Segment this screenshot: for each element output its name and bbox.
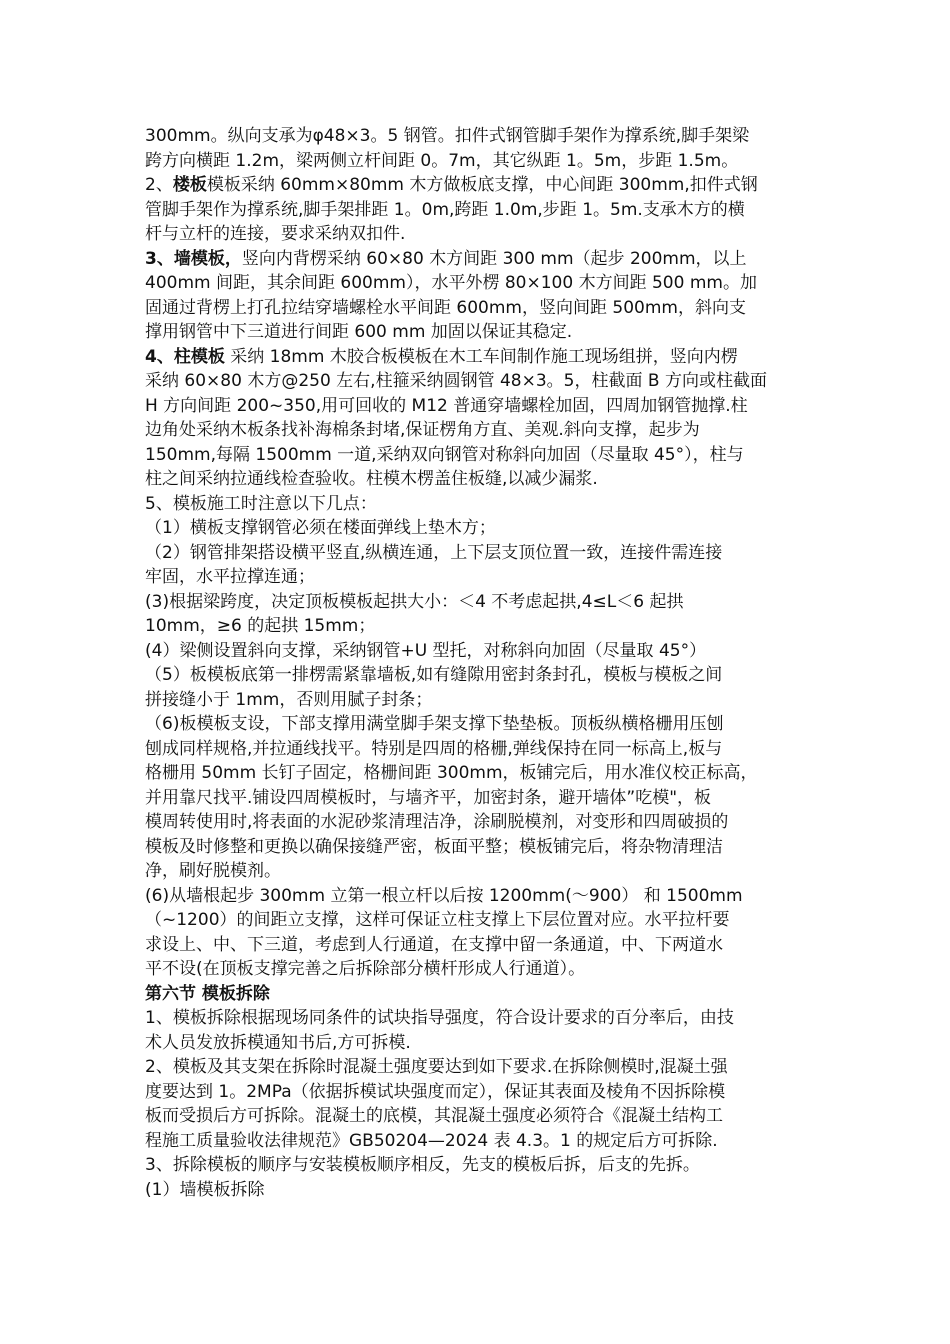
- text-line: [145, 418, 815, 443]
- text-run: 3、拆除模板的顺序与安装模板顺序相反，先支的模板后拆，后支的先拆。: [145, 1155, 700, 1175]
- text-line: [145, 222, 815, 247]
- text-line: [145, 1031, 815, 1056]
- text-line: [145, 149, 815, 174]
- text-line: [145, 198, 815, 223]
- text-line: [145, 516, 815, 541]
- text-run: 程施工质量验收法律规范》GB50204—2024 表 4.3。1 的规定后方可拆除.: [145, 1130, 718, 1151]
- text-line: [145, 639, 815, 664]
- text-line: [145, 859, 815, 884]
- text-run: （2）钢管排架搭设横平竖直,纵横连通，上下层支顶位置一致，连接件需连接: [145, 542, 723, 563]
- text-run: 牢固，水平拉撑连通；: [145, 567, 315, 587]
- text-line: [145, 663, 815, 688]
- text-line: [145, 688, 815, 713]
- text-line: [145, 394, 815, 419]
- text-run: 150mm,每隔 1500mm 一道,采纳双向钢管对称斜向加固（尽量取 45°），柱与: [145, 444, 744, 465]
- text-run: 并用靠尺找平.铺设四周模板时，与墙齐平，加密封条，避开墙体”吃模"，板: [145, 787, 712, 808]
- text-run: 跨方向横距 1.2m，梁两侧立杆间距 0。7m，其它纵距 1。5m，步距 1.5m。: [145, 150, 739, 171]
- text-line: [145, 590, 815, 615]
- text-line: [145, 467, 815, 492]
- text-run: 1、模板拆除根据现场同条件的试块指导强度，符合设计要求的百分率后，由技: [145, 1008, 734, 1028]
- text-run: 竖向内背楞采纳 60×80 木方间距 300 mm（起步 200mm，以上: [241, 248, 747, 269]
- text-line: [145, 712, 815, 737]
- text-run: 术人员发放拆模通知书后,方可拆模.: [145, 1032, 411, 1053]
- text-line: [145, 369, 815, 394]
- text-line: [145, 247, 815, 272]
- bold-text: 第六节 模板拆除: [145, 983, 270, 1004]
- text-run: 固通过背楞上打孔拉结穿墙螺栓水平间距 600mm，竖向间距 500mm，斜向支: [145, 297, 746, 318]
- text-line: [145, 492, 815, 517]
- text-line: [145, 933, 815, 958]
- text-line: [145, 884, 815, 909]
- text-line: [145, 957, 815, 982]
- text-line: [145, 296, 815, 321]
- text-line: [145, 1055, 815, 1080]
- text-run: （1）横板支撑钢管必须在楼面弹线上垫木方；: [145, 518, 496, 538]
- text-line: [145, 443, 815, 468]
- text-run: 格栅用 50mm 长钉子固定，格栅间距 300mm，板铺完后，用水准仪校正标高，: [145, 763, 758, 783]
- text-run: (1）墙模板拆除: [145, 1179, 265, 1200]
- text-run: 平不设(在顶板支撑完善之后拆除部分横杆形成人行通道）。: [145, 959, 586, 979]
- text-line: [145, 982, 815, 1007]
- text-run: 5、模板施工时注意以下几点：: [145, 493, 377, 514]
- text-run: 杆与立杆的连接，要求采纳双扣件.: [145, 224, 406, 244]
- text-run: (4）梁侧设置斜向支撑，采纳钢管+U 型托，对称斜向加固（尽量取 45°）: [145, 640, 707, 661]
- bold-text: 3、墙模板，: [145, 248, 242, 269]
- text-run: 拼接缝小于 1mm，否则用腻子封条；: [145, 689, 433, 710]
- text-line: [145, 541, 815, 566]
- text-line: [145, 565, 815, 590]
- document-body: [145, 124, 815, 1202]
- text-line: [145, 810, 815, 835]
- text-run: 10mm，≥6 的起拱 15mm；: [145, 616, 376, 636]
- text-run: （~1200）的间距立支撑，这样可保证立柱支撑上下层位置对应。水平拉杆要: [145, 910, 730, 930]
- text-line: [145, 271, 815, 296]
- bold-text: 楼板: [172, 175, 207, 195]
- text-line: [145, 124, 815, 149]
- text-line: [145, 1104, 815, 1129]
- text-run: 板而受损后方可拆除。混凝土的底模，其混凝土强度必须符合《混凝土结构工: [145, 1106, 723, 1126]
- text-run: 400mm 间距，其余间距 600mm），水平外楞 80×100 木方间距 500 mm。加: [145, 273, 757, 293]
- text-run: 300mm。纵向支承为φ48×3。5 钢管。扣件式钢管脚手架作为撑系统,脚手架梁: [145, 126, 750, 146]
- text-run: 模周转使用时,将表面的水泥砂浆清理洁净，涂刷脱模剂，对变形和四周破损的: [145, 812, 729, 832]
- text-run: H 方向间距 200~350,用可回收的 M12 普通穿墙螺栓加固，四周加钢管抛撑.柱: [145, 395, 748, 416]
- text-run: 柱之间采纳拉通线检查验收。柱模木楞盖住板缝,以减少漏浆.: [145, 469, 598, 489]
- text-line: [145, 1129, 815, 1154]
- text-run: 采纳 18mm 木胶合板模板在木工车间制作施工现场组拼，竖向内楞: [224, 346, 738, 367]
- text-line: [145, 320, 815, 345]
- text-run: 模板及时修整和更换以确保接缝严密，板面平整；模板铺完后，将杂物清理洁: [145, 836, 723, 857]
- text-line: [145, 614, 815, 639]
- text-line: [145, 173, 815, 198]
- text-line: [145, 1080, 815, 1105]
- text-line: [145, 1153, 815, 1178]
- text-run: 边角处采纳木板条找补海棉条封堵,保证楞角方直、美观.斜向支撑，起步为: [145, 420, 700, 440]
- text-line: [145, 786, 815, 811]
- text-line: [145, 1006, 815, 1031]
- text-run: (6)从墙根起步 300mm 立第一根立杆以后按 1200mm(～900） 和 1500mm: [145, 885, 743, 906]
- text-run: 净，刷好脱模剂。: [145, 861, 281, 881]
- text-run: 模板采纳 60mm×80mm 木方做板底支撑，中心间距 300mm,扣件式钢: [206, 175, 758, 195]
- text-line: [145, 761, 815, 786]
- text-run: （5）板模板底第一排楞需紧靠墙板,如有缝隙用密封条封孔，模板与模板之间: [145, 665, 723, 685]
- bold-text: 4、柱模板: [145, 346, 225, 367]
- text-run: 2、: [145, 175, 173, 195]
- text-line: [145, 908, 815, 933]
- text-line: [145, 835, 815, 860]
- text-run: 管脚手架作为撑系统,脚手架排距 1。0m,跨距 1.0m,步距 1。5m.支承木方的横: [145, 199, 745, 220]
- text-run: 2、模板及其支架在拆除时混凝土强度要达到如下要求.在拆除侧模时,混凝土强: [145, 1057, 728, 1077]
- text-run: 采纳 60×80 木方@250 左右,柱箍采纳圆钢管 48×3。5，柱截面 B 方向或柱截面: [145, 371, 767, 391]
- text-line: [145, 345, 815, 370]
- text-run: 求设上、中、下三道，考虑到人行通道，在支撑中留一条通道，中、下两道水: [145, 934, 723, 955]
- text-run: 撑用钢管中下三道进行间距 600 mm 加固以保证其稳定.: [145, 322, 573, 342]
- text-run: （6)板模板支设，下部支撑用满堂脚手架支撑下垫垫板。顶板纵横格栅用压刨: [145, 714, 724, 734]
- text-line: [145, 1178, 815, 1203]
- text-run: 刨成同样规格,并拉通线找平。特别是四周的格栅,弹线保持在同一标高上,板与: [145, 738, 723, 759]
- text-run: 度要达到 1。2MPa（依据拆模试块强度而定），保证其表面及棱角不因拆除模: [145, 1081, 726, 1102]
- text-line: [145, 737, 815, 762]
- text-run: (3)根据梁跨度，决定顶板模板起拱大小：＜4 不考虑起拱,4≤L＜6 起拱: [145, 591, 684, 612]
